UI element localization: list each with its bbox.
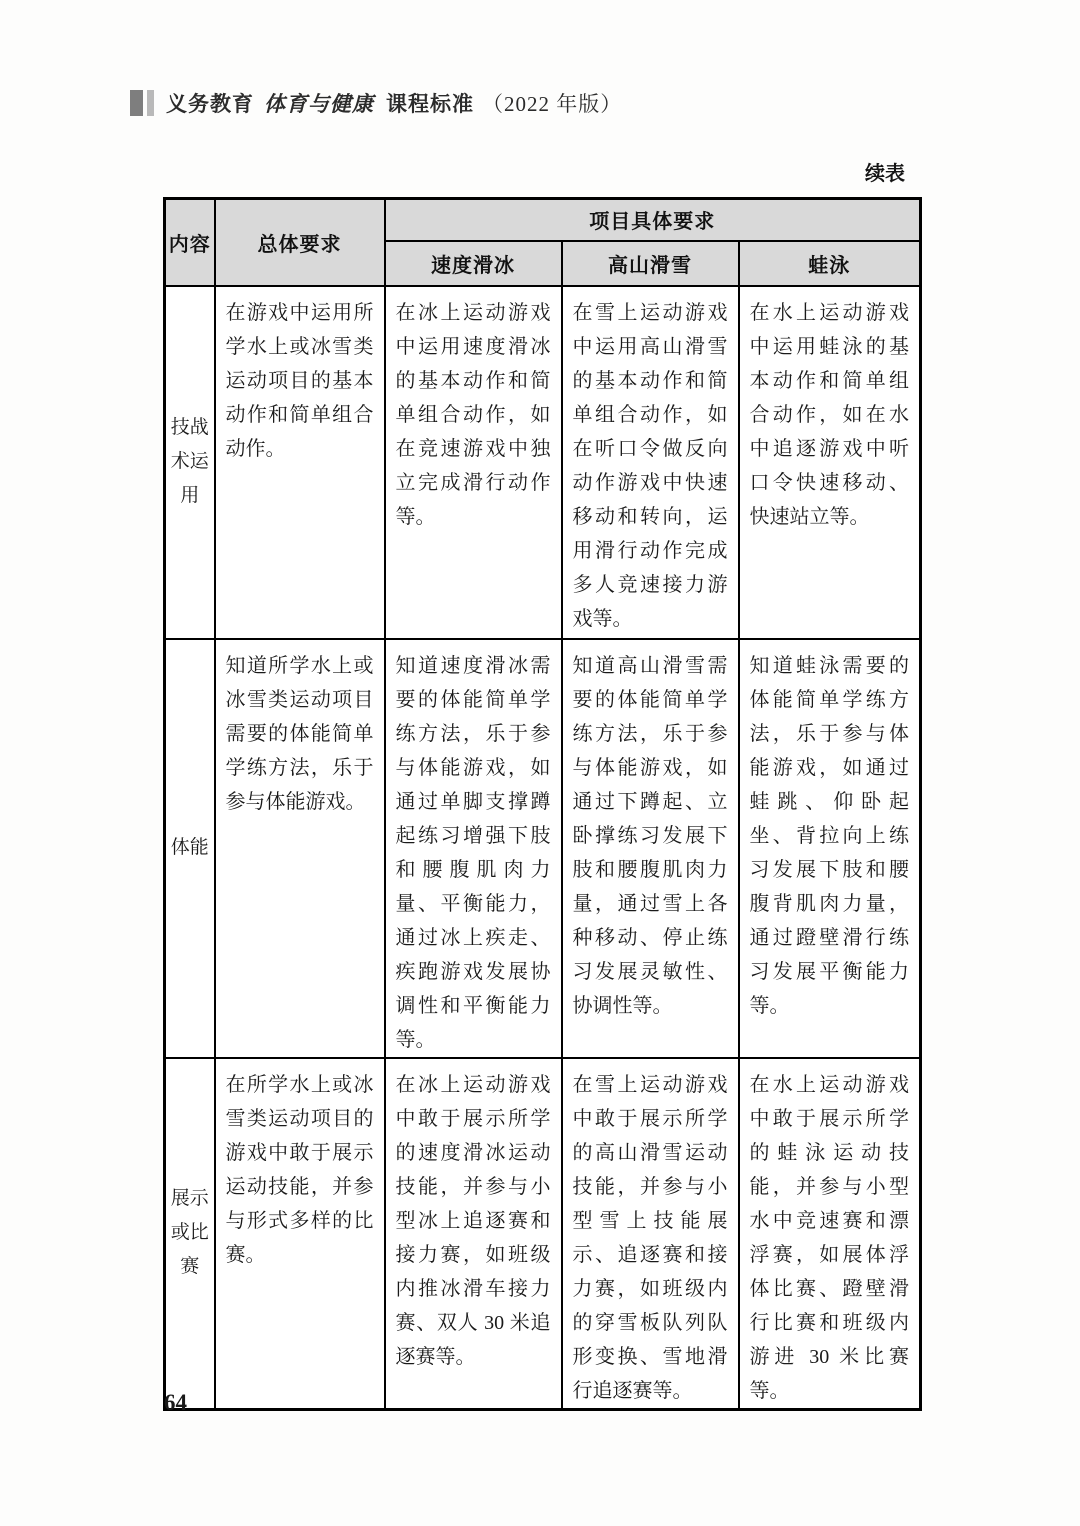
row-label-competition: 展示或比赛 xyxy=(165,1058,215,1410)
table-row xyxy=(165,286,921,639)
cell-competition-breaststroke: 在水上运动游戏中敢于展示所学的蛙泳运动技能，并参与小型水中竞速赛和漂浮赛，如展体浮体比赛、蹬壁滑行比赛和班级内游进 30 米比赛等。 xyxy=(739,1058,921,1410)
cell-tactics-alpine-skiing: 在雪上运动游戏中运用高山滑雪的基本动作和简单组合动作，如在听口令做反向动作游戏中快速移动和转向，运用滑行动作完成多人竞速接力游戏等。 xyxy=(562,286,739,639)
col-header-speed-skating: 速度滑冰 xyxy=(385,241,562,286)
header-bar-light-icon xyxy=(147,90,154,116)
doc-title-segment: 课程标准 xyxy=(386,92,474,116)
running-head xyxy=(130,88,622,118)
col-header-content: 内容 xyxy=(165,199,215,286)
cell-competition-alpine-skiing: 在雪上运动游戏中敢于展示所学的高山滑雪运动技能，并参与小型雪上技能展示、追逐赛和接力赛，如班级内的穿雪板队列队形变换、雪地滑行追逐赛等。 xyxy=(562,1058,739,1410)
row-label-fitness: 体能 xyxy=(165,639,215,1058)
header-bar-dark-icon xyxy=(130,90,143,116)
cell-tactics-breaststroke: 在水上运动游戏中运用蛙泳的基本动作和简单组合动作，如在水中追逐游戏中听口令快速移动、快速站立等。 xyxy=(739,286,921,639)
table-area xyxy=(163,160,919,1411)
cell-tactics-speed-skating: 在冰上运动游戏中运用速度滑冰的基本动作和简单组合动作，如在竞速游戏中独立完成滑行动作等。 xyxy=(385,286,562,639)
page-number: 64 xyxy=(164,1390,187,1415)
col-header-alpine-skiing: 高山滑雪 xyxy=(562,241,739,286)
col-header-breaststroke: 蛙泳 xyxy=(739,241,921,286)
cell-fitness-breaststroke: 知道蛙泳需要的体能简单学练方法，乐于参与体能游戏，如通过蛙跳、仰卧起坐、背拉向上练习发展下肢和腰腹背肌肉力量，通过蹬壁滑行练习发展平衡能力等。 xyxy=(739,639,921,1058)
cell-tactics-overall: 在游戏中运用所学水上或冰雪类运动项目的基本动作和简单组合动作。 xyxy=(215,286,385,639)
table-row xyxy=(165,1058,921,1410)
cell-fitness-speed-skating: 知道速度滑冰需要的体能简单学练方法，乐于参与体能游戏，如通过单脚支撑蹲起练习增强下肢和腰腹肌肉力量、平衡能力，通过冰上疾走、疾跑游戏发展协调性和平衡能力等。 xyxy=(385,639,562,1058)
cell-fitness-overall: 知道所学水上或冰雪类运动项目需要的体能简单学练方法，乐于参与体能游戏。 xyxy=(215,639,385,1058)
table-row xyxy=(165,639,921,1058)
col-header-overall: 总体要求 xyxy=(215,199,385,286)
cell-competition-overall: 在所学水上或冰雪类运动项目的游戏中敢于展示运动技能，并参与形式多样的比赛。 xyxy=(215,1058,385,1410)
row-label-tactics: 技战术运用 xyxy=(165,286,215,639)
continued-table-label: 续表 xyxy=(865,163,905,185)
col-header-specific: 项目具体要求 xyxy=(385,199,921,241)
doc-title-segment-italic: 体育与健康 xyxy=(264,92,374,116)
doc-title-segment: 义务教育 xyxy=(166,92,254,116)
doc-title-edition: （2022 年版） xyxy=(482,92,623,116)
cell-fitness-alpine-skiing: 知道高山滑雪需要的体能简单学练方法，乐于参与体能游戏，如通过下蹲起、立卧撑练习发展下肢和腰腹肌肉力量，通过雪上各种移动、停止练习发展灵敏性、协调性等。 xyxy=(562,639,739,1058)
cell-competition-speed-skating: 在冰上运动游戏中敢于展示所学的速度滑冰运动技能，并参与小型冰上追逐赛和接力赛，如班级内推冰滑车接力赛、双人 30 米追逐赛等。 xyxy=(385,1058,562,1410)
standards-table xyxy=(163,197,922,1411)
